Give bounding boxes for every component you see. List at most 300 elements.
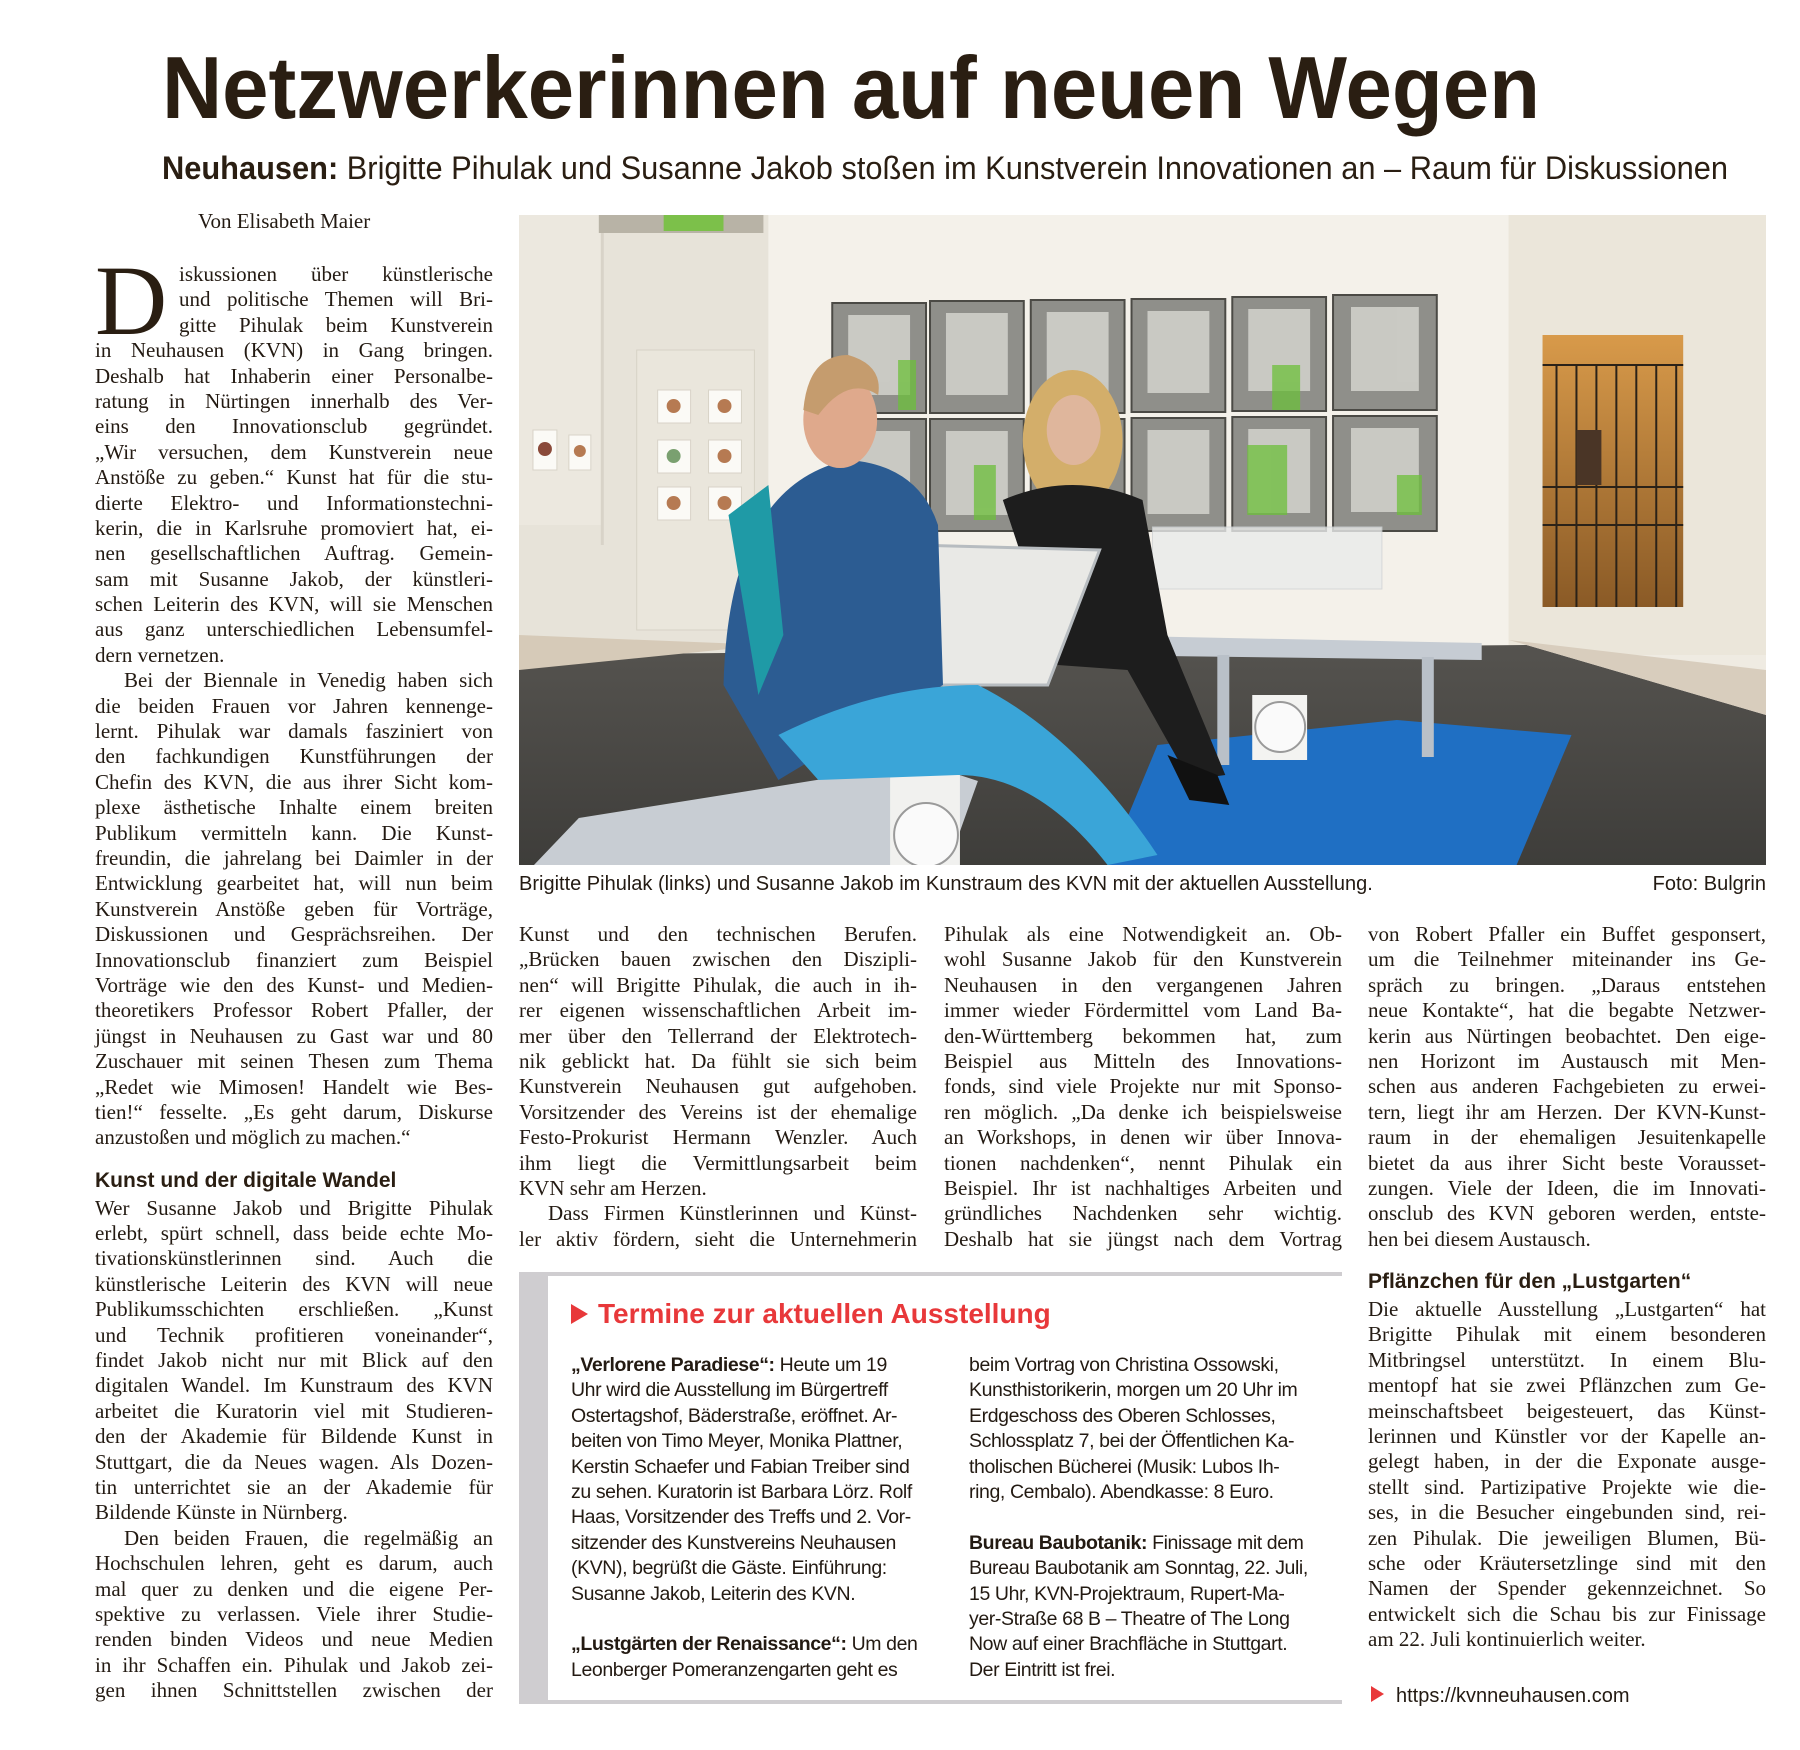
text-line: [1368, 1551, 1766, 1576]
text-line-content: Kunstverein Anstöße geben für Vorträge,: [95, 896, 493, 921]
text-line-content: Publikum vermitteln kann. Die Kunst-: [95, 820, 493, 845]
paragraph: [944, 922, 1342, 1252]
text-line: [944, 1227, 1342, 1252]
text-line-content: „Wir versuchen, dem Kunstverein neue: [95, 439, 493, 464]
text-line: [519, 922, 917, 947]
event-text-line: [969, 1455, 1341, 1480]
text-line: [95, 973, 493, 998]
text-line: [1368, 1500, 1766, 1525]
text-line-content: ler aktiv fördern, sieht die Unternehmerin: [519, 1226, 917, 1251]
text-line-content: erlebt, spürt schnell, dass beide echte Mo-: [95, 1221, 493, 1246]
text-line-content: freundin, die jahrelang bei Daimler in der: [95, 845, 493, 870]
event-text-line: [969, 1658, 1341, 1683]
text-line: [1368, 1100, 1766, 1125]
text-line: [519, 973, 917, 998]
event-text-line: [571, 1607, 943, 1632]
text-line: [95, 338, 493, 363]
text-line-content: sam mit Susanne Jakob, der künstleri-: [95, 566, 493, 591]
event-text: Susanne Jakob, Leiterin des KVN.: [571, 1582, 856, 1605]
text-line: [95, 1653, 493, 1678]
event-text-line: [571, 1455, 943, 1480]
text-line-content: spektive zu verlassen. Viele ihrer Studie-: [95, 1601, 493, 1626]
text-line-content: onsclub des KVN geboren werden, entste-: [1368, 1201, 1766, 1226]
text-line: [519, 947, 917, 972]
text-line: [95, 1049, 493, 1074]
text-line: [95, 287, 493, 312]
website-link[interactable]: [1371, 1683, 1629, 1709]
text-line: [944, 1100, 1342, 1125]
text-line-content: Anstöße zu geben.“ Kunst hat für die stu-: [95, 465, 493, 490]
text-line: [95, 694, 493, 719]
subheadline-rest: Brigitte Pihulak und Susanne Jakob stoßen im Kunstverein Innovationen an – Raum für Diskussionen: [338, 150, 1729, 186]
text-line-content: arbeitet die Kuratorin viel mit Studieren-: [95, 1398, 493, 1423]
text-line-content: mentopf hat sie zwei Pflänzchen zum Ge-: [1368, 1373, 1766, 1398]
text-line-content: gelegt haben, in der die Exponate ausge-: [1368, 1449, 1766, 1474]
event-text-line: [969, 1582, 1341, 1607]
text-line: [519, 1024, 917, 1049]
text-line-content: „Redet wie Mimosen! Handelt wie Bes-: [95, 1074, 493, 1099]
event-text: tholischen Bücherei (Musik: Lubos Ih-: [969, 1455, 1280, 1478]
text-line-content: Vorträge wie den des Kunst- und Medien-: [95, 972, 493, 997]
event-text-line: [571, 1658, 943, 1683]
text-line-content: jüngst in Neuhausen zu Gast war und 80: [95, 1023, 493, 1048]
text-line-content: anzustoßen und möglich zu machen.“: [95, 1125, 411, 1150]
text-line: [1368, 1627, 1766, 1652]
text-line-content: Bildende Künste in Nürnberg.: [95, 1500, 348, 1525]
text-line: [1368, 1526, 1766, 1551]
text-line: [1368, 1449, 1766, 1474]
event-text-line: [969, 1505, 1341, 1530]
text-line: [95, 389, 493, 414]
text-line-content: Stuttgart, die da Neues wagen. Als Dozen-: [95, 1449, 493, 1474]
text-line-content: bietet da aus ihrer Sicht beste Vorausset-: [1368, 1150, 1766, 1175]
text-line-content: Beispiel. Ihr ist nachhaltiges Arbeiten und: [944, 1175, 1342, 1200]
text-line: [944, 1125, 1342, 1150]
text-line: [95, 1125, 493, 1150]
text-line-content: hen bei diesem Austausch.: [1368, 1226, 1591, 1251]
event-text-line: [969, 1556, 1341, 1581]
text-line: [95, 1373, 493, 1398]
photo-credit: Foto: Bulgrin: [1652, 873, 1766, 895]
text-line-content: am 22. Juli kontinuierlich weiter.: [1368, 1627, 1646, 1652]
text-line: [944, 1201, 1342, 1226]
article-column-3: [944, 922, 1342, 1252]
event-text-line: [969, 1632, 1341, 1657]
text-line: [95, 617, 493, 642]
article-headline: [162, 38, 1618, 138]
text-line: [944, 1176, 1342, 1201]
text-line-content: Namen der Spender gekennzeichnet. So: [1368, 1576, 1766, 1601]
event-text: 15 Uhr, KVN-Projektraum, Rupert-Ma-: [969, 1582, 1285, 1605]
text-line-content: Pihulak als eine Notwendigkeit an. Ob-: [944, 922, 1342, 946]
text-line-content: nen gesellschaftlichen Auftrag. Gemein-: [95, 541, 493, 566]
text-line: [1368, 1348, 1766, 1373]
drop-cap: D: [95, 245, 168, 356]
text-line-content: iskussionen über künstlerische: [179, 262, 493, 286]
headline-text: Netzwerkerinnen auf neuen Wegen: [162, 38, 1540, 137]
text-line-content: nik geblickt hat. Da fühlt sie sich beim: [519, 1048, 917, 1073]
text-line-content: Diskussionen und Gesprächsreihen. Der: [95, 922, 493, 947]
text-line-content: entwickelt sich die Schau bis zur Finissage: [1368, 1601, 1766, 1626]
text-line: [95, 592, 493, 617]
event-info-box: [519, 1272, 1342, 1704]
text-line-content: künstlerische Leiterin des KVN will neue: [95, 1271, 493, 1296]
text-line-content: theoretikers Professor Robert Pfaller, der: [95, 998, 493, 1023]
event-text-line: [571, 1480, 943, 1505]
event-text-line: [969, 1429, 1341, 1454]
text-line-content: immer wieder Fördermittel vom Land Ba-: [944, 998, 1342, 1023]
text-line-content: dierte Elektro- und Informationstechni-: [95, 490, 493, 515]
caption-text: Brigitte Pihulak (links) und Susanne Jakob im Kunstraum des KVN mit der aktuellen Ausstellung.: [519, 873, 1373, 895]
article-subheadline: [162, 148, 1790, 188]
text-line-content: digitalen Wandel. Im Kunstraum des KVN: [95, 1373, 493, 1398]
text-line: [519, 998, 917, 1023]
event-text: Ostertagshof, Bäderstraße, eröffnet. Ar-: [571, 1404, 898, 1427]
section-heading: Kunst und der digitale Wandel: [95, 1168, 397, 1192]
text-line-content: Bei der Biennale in Venedig haben sich: [124, 668, 493, 693]
text-line: [95, 1297, 493, 1322]
text-line: [95, 821, 493, 846]
event-text: Kerstin Schaefer und Fabian Treiber sind: [571, 1455, 910, 1478]
gallery-photo-illustration: [519, 215, 1766, 865]
text-line: [519, 1151, 917, 1176]
article-photo: [519, 215, 1766, 865]
text-line-content: ratung in Nürtingen innerhalb des Ver-: [95, 388, 493, 413]
event-text: Heute um 19: [774, 1354, 887, 1376]
text-line-content: mer über den Tellerrand der Elektrotech-: [519, 1023, 917, 1048]
text-line-content: spräch zu bringen. „Daraus entstehen: [1368, 972, 1766, 997]
text-line: [95, 1627, 493, 1652]
text-line: [95, 313, 493, 338]
text-line: [95, 1450, 493, 1475]
info-box-column-2: [969, 1353, 1341, 1683]
text-line: [1368, 922, 1766, 947]
paragraph: [1368, 1297, 1766, 1652]
text-line-content: gründliches Nachdenken sehr wichtig.: [944, 1201, 1342, 1226]
text-line: [95, 465, 493, 490]
text-line-content: mal quer zu denken und die eigene Per-: [95, 1576, 493, 1601]
text-line: [1368, 1227, 1766, 1252]
triangle-right-icon: [571, 1304, 588, 1324]
text-line: [95, 1399, 493, 1424]
text-line: [944, 1024, 1342, 1049]
text-line-content: kerin aus Nürtingen beobachtet. Den eige-: [1368, 1023, 1766, 1048]
text-line-content: ses, in die Besucher eingebunden sind, rei-: [1368, 1500, 1766, 1525]
text-line-content: Beispiel aus Mitteln des Innovations-: [944, 1048, 1342, 1073]
info-box-side-bar: [519, 1276, 548, 1700]
text-line: [944, 1074, 1342, 1099]
event-text-line: [571, 1505, 943, 1530]
event-text: Der Eintritt ist frei.: [969, 1658, 1116, 1681]
text-line: [1368, 1373, 1766, 1398]
text-line-content: „Brücken bauen zwischen den Diszipli-: [519, 947, 917, 972]
text-line: [95, 1526, 493, 1551]
text-line-content: Deshalb hat sie jüngst nach dem Vortrag: [944, 1226, 1342, 1251]
text-line-content: KVN sehr am Herzen.: [519, 1175, 707, 1200]
text-line: [1368, 973, 1766, 998]
event-text-line: [571, 1404, 943, 1429]
text-line: [1368, 1176, 1766, 1201]
text-line: [95, 1348, 493, 1373]
text-line: [95, 1272, 493, 1297]
event-text: beim Vortrag von Christina Ossowski,: [969, 1354, 1279, 1376]
text-line-content: Entwicklung gearbeitet hat, will nun beim: [95, 871, 493, 896]
text-line-content: lernt. Pihulak war damals fasziniert von: [95, 719, 493, 744]
text-line: [944, 922, 1342, 947]
subheadline-location: Neuhausen:: [162, 150, 339, 186]
paragraph: [95, 1196, 493, 1526]
event-text-line: [969, 1480, 1341, 1505]
text-line: [95, 795, 493, 820]
text-line: [95, 1475, 493, 1500]
text-line-content: Die aktuelle Ausstellung „Lustgarten“ hat: [1368, 1297, 1766, 1322]
text-line: [519, 1201, 917, 1226]
event-text-line: [571, 1582, 943, 1607]
text-line: [944, 973, 1342, 998]
event-text-line: [571, 1556, 943, 1581]
text-line-content: fonds, sind viele Projekte nur mit Sponso-: [944, 1074, 1342, 1099]
text-line-content: von Robert Pfaller ein Buffet gesponsert,: [1368, 922, 1766, 946]
text-line: [95, 1221, 493, 1246]
text-line: [519, 1100, 917, 1125]
text-line: [95, 1024, 493, 1049]
text-line-content: gitte Pihulak beim Kunstverein: [179, 312, 493, 337]
text-line-content: Vorsitzender des Vereins ist der ehemalige: [519, 1099, 917, 1124]
text-line-content: in Neuhausen (KVN) in Gang bringen.: [95, 338, 493, 363]
text-line: [944, 998, 1342, 1023]
text-line: [944, 1049, 1342, 1074]
text-line-content: zungen. Viele der Ideen, die im Innovati-: [1368, 1175, 1766, 1200]
event-title: „Lustgärten der Renaissance“:: [571, 1633, 847, 1656]
text-line-content: rer eigenen wissenschaftlichen Arbeit im-: [519, 998, 917, 1023]
text-line-content: plexe ästhetische Inhalte einem breiten: [95, 795, 493, 820]
text-line-content: Neuhausen in den vergangenen Jahren: [944, 972, 1342, 997]
text-line-content: Wer Susanne Jakob und Brigitte Pihulak: [95, 1195, 493, 1220]
text-line-content: Hochschulen lehren, geht es darum, auch: [95, 1551, 493, 1576]
text-line: [1368, 1024, 1766, 1049]
text-line: [95, 1100, 493, 1125]
text-line: [95, 668, 493, 693]
text-line-content: den fachkundigen Kunstführungen der: [95, 744, 493, 769]
text-line-content: eins den Innovationsclub gegründet.: [95, 414, 493, 439]
event-text-line: [969, 1404, 1341, 1429]
event-title: Bureau Baubotanik:: [969, 1531, 1148, 1554]
text-line-content: gen ihnen Schnittstellen zwischen der: [95, 1678, 493, 1703]
text-line: [95, 998, 493, 1023]
text-line-content: in ihr Schaffen ein. Pihulak und Jakob zei-: [95, 1652, 493, 1677]
text-line: [1368, 1201, 1766, 1226]
event-text: ring, Cembalo). Abendkasse: 8 Euro.: [969, 1480, 1274, 1503]
text-line: [95, 1500, 493, 1525]
text-line-content: tern, liegt ihr am Herzen. Der KVN-Kunst-: [1368, 1099, 1766, 1124]
text-line: [95, 440, 493, 465]
event-title: „Verlorene Paradiese“:: [571, 1354, 775, 1376]
text-line-content: ren möglich. „Da denke ich beispielsweise: [944, 1099, 1342, 1124]
text-line: [1368, 1475, 1766, 1500]
text-line: [95, 1602, 493, 1627]
event-entry-heading-line: [571, 1632, 943, 1657]
text-line: [1368, 1602, 1766, 1627]
text-line: [95, 262, 493, 287]
paragraph: [95, 1526, 493, 1704]
text-line-content: Chefin des KVN, die aus ihrer Sicht kom-: [95, 769, 493, 794]
text-line: [95, 1551, 493, 1576]
text-line: [1368, 1074, 1766, 1099]
text-line-content: nen“ will Brigitte Pihulak, die auch in ih-: [519, 972, 917, 997]
text-line-content: schen Leiterin des KVN, will sie Menschen: [95, 592, 493, 617]
text-line: [95, 1075, 493, 1100]
text-line-content: den-Württemberg bekommen hat, zum: [944, 1023, 1342, 1048]
text-line-content: neue Kontakte“, hat die begabte Netzwer-: [1368, 998, 1766, 1023]
text-line-content: tivationskünstlerinnen sind. Auch die: [95, 1246, 493, 1271]
text-line: [944, 1151, 1342, 1176]
event-text: beiten von Timo Meyer, Monika Plattner,: [571, 1430, 903, 1453]
paragraph: [95, 245, 493, 668]
text-line-content: tin unterrichtet sie an der Akademie für: [95, 1474, 493, 1499]
text-line: [95, 1424, 493, 1449]
text-line-content: Publikumsschichten erschließen. „Kunst: [95, 1297, 493, 1322]
text-line: [95, 1196, 493, 1221]
event-text: (KVN), begrüßt die Gäste. Einführung:: [571, 1557, 887, 1580]
text-line: [1368, 947, 1766, 972]
text-line-content: Dass Firmen Künstlerinnen und Künst-: [548, 1201, 917, 1226]
photo-caption: [519, 871, 1766, 897]
text-line: [95, 364, 493, 389]
text-line: [1368, 1151, 1766, 1176]
text-line: [1368, 1297, 1766, 1322]
text-line: [1368, 1424, 1766, 1449]
text-line-content: und politische Themen will Bri-: [179, 287, 493, 312]
text-line: [95, 922, 493, 947]
text-line: [95, 491, 493, 516]
text-line: [95, 897, 493, 922]
paragraph: [1368, 922, 1766, 1252]
text-line: [95, 871, 493, 896]
text-line: [1368, 1049, 1766, 1074]
text-line-content: die beiden Frauen vor Jahren kennenge-: [95, 693, 493, 718]
text-line: [1368, 998, 1766, 1023]
text-line: [1368, 1322, 1766, 1347]
text-line-content: Kunstverein Neuhausen gut aufgehoben.: [519, 1074, 917, 1099]
text-line-content: aus ganz unterschiedlichen Lebensumfel-: [95, 617, 493, 642]
section-heading: Pflänzchen für den „Lustgarten“: [1368, 1270, 1692, 1294]
info-box-column-1: [571, 1353, 943, 1683]
paragraph: [519, 922, 917, 1201]
event-text: Haas, Vorsitzender des Treffs und 2. Vor-: [571, 1506, 911, 1529]
triangle-right-icon: [1371, 1686, 1384, 1702]
text-line: [1368, 1399, 1766, 1424]
website-url[interactable]: https://kvnneuhausen.com: [1396, 1685, 1630, 1707]
event-text-line: [571, 1378, 943, 1403]
text-line: [95, 1577, 493, 1602]
article-column-4: [1368, 922, 1766, 1653]
author-byline: Von Elisabeth Maier: [198, 209, 371, 233]
text-line: [95, 516, 493, 541]
paragraph: [95, 668, 493, 1150]
event-text-line: [571, 1531, 943, 1556]
text-line: [519, 1125, 917, 1150]
text-line: [519, 1227, 917, 1252]
event-entry-heading-line: [969, 1531, 1341, 1556]
event-text-line: [969, 1378, 1341, 1403]
text-line: [944, 947, 1342, 972]
text-line-content: Brigitte Pihulak mit einem besonderen: [1368, 1322, 1766, 1347]
text-line: [95, 567, 493, 592]
subheadline-text: [162, 148, 1728, 188]
text-line-content: um die Teilnehmer miteinander ins Ge-: [1368, 947, 1766, 972]
paragraph: [519, 1201, 917, 1252]
text-line-content: stellt sind. Partizipative Projekte wie die-: [1368, 1474, 1766, 1499]
text-line-content: und Technik profitieren voneinander“,: [95, 1322, 493, 1347]
text-line-content: nen Horizont im Austausch mit Men-: [1368, 1048, 1766, 1073]
text-line-content: Kunst und den technischen Berufen.: [519, 922, 917, 946]
event-text: Erdgeschoss des Oberen Schlosses,: [969, 1404, 1276, 1427]
text-line: [95, 1323, 493, 1348]
info-box-title-text: Termine zur aktuellen Ausstellung: [598, 1298, 1051, 1329]
info-box-title: [571, 1296, 1051, 1332]
event-text: Finissage mit dem: [1147, 1531, 1304, 1554]
text-line: [519, 1176, 917, 1201]
article-column-1: [95, 245, 493, 1703]
text-line-content: zen Pihulak. Die jeweiligen Blumen, Bü-: [1368, 1525, 1766, 1550]
event-text-line: [571, 1429, 943, 1454]
text-line-content: tien!“ fesselte. „Es geht darum, Diskurse: [95, 1099, 493, 1124]
text-line: [95, 744, 493, 769]
event-text: Schlossplatz 7, bei der Öffentlichen Ka-: [969, 1430, 1295, 1453]
text-line-content: tionen nachdenken“, nennt Pihulak ein: [944, 1150, 1342, 1175]
event-text: zu sehen. Kuratorin ist Barbara Lörz. Rolf: [571, 1480, 912, 1503]
text-line: [95, 414, 493, 439]
text-line-content: lerinnen und Künstler vor der Kapelle an-: [1368, 1424, 1766, 1449]
text-line-content: Deshalb hat Inhaberin einer Personalbe-: [95, 363, 493, 388]
text-line-content: Festo-Prokurist Hermann Wenzler. Auch: [519, 1125, 917, 1150]
text-line-content: den der Akademie für Bildende Kunst in: [95, 1424, 493, 1449]
text-line-content: kerin, die in Karlsruhe promoviert hat, ei-: [95, 515, 493, 540]
text-line-content: ihm liegt die Vermittlungsarbeit beim: [519, 1150, 917, 1175]
event-entry-heading-line: [571, 1353, 943, 1378]
text-line-content: schen aus anderen Fachgebieten zu erwei-: [1368, 1074, 1766, 1099]
event-text: Bureau Baubotanik am Sonntag, 22. Juli,: [969, 1557, 1308, 1580]
text-line: [1368, 1576, 1766, 1601]
text-line-content: Zuschauer mit seinen Thesen zum Thema: [95, 1049, 493, 1074]
event-text: Now auf einer Brachfläche in Stuttgart.: [969, 1633, 1288, 1656]
event-text-line: [969, 1353, 1341, 1378]
text-line-content: renden binden Videos und neue Medien: [95, 1627, 493, 1652]
text-line: [1368, 1125, 1766, 1150]
text-line: [95, 846, 493, 871]
text-line: [95, 541, 493, 566]
text-line-content: wohl Susanne Jakob für den Kunstverein: [944, 947, 1342, 972]
text-line: [95, 770, 493, 795]
text-line-content: meinschaftsbeet beigesteuert, das Künst-: [1368, 1398, 1766, 1423]
text-line: [95, 1678, 493, 1703]
text-line: [95, 643, 493, 668]
text-line: [519, 1049, 917, 1074]
event-text: Um den: [846, 1633, 918, 1656]
article-column-2: [519, 922, 917, 1252]
text-line: [95, 948, 493, 973]
text-line-content: Innovationsclub finanziert zum Beispiel: [95, 947, 493, 972]
text-line-content: findet Jakob nicht nur mit Blick auf den: [95, 1348, 493, 1373]
text-line-content: an Workshops, in denen wir über Innova-: [944, 1125, 1342, 1150]
event-text: yer-Straße 68 B – Theatre of The Long: [969, 1607, 1290, 1630]
event-text: Uhr wird die Ausstellung im Bürgertreff: [571, 1379, 888, 1402]
text-line-content: Den beiden Frauen, die regelmäßig an: [124, 1525, 493, 1550]
event-text: Kunsthistorikerin, morgen um 20 Uhr im: [969, 1379, 1298, 1402]
text-line-content: dern vernetzen.: [95, 642, 225, 667]
text-line: [95, 719, 493, 744]
text-line-content: raum in der ehemaligen Jesuitenkapelle: [1368, 1125, 1766, 1150]
